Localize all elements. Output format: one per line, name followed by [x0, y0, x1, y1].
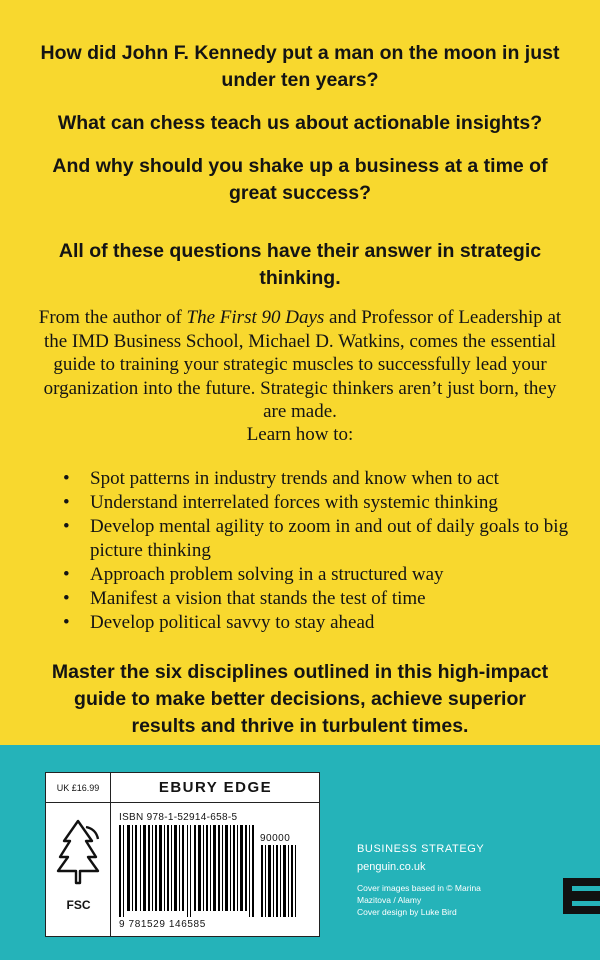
bullet-glyph: •: [63, 564, 70, 585]
question-3: And why should you shake up a business at a time of great success?: [52, 155, 548, 204]
list-item: [60, 491, 580, 515]
barcode-addon-number: 90000: [260, 833, 291, 844]
question-2: What can chess teach us about actionable insights?: [57, 112, 543, 134]
bullet-glyph: •: [63, 612, 70, 633]
bullet-glyph: •: [63, 492, 70, 513]
list-item: [60, 563, 580, 587]
bullet-list: [60, 467, 580, 635]
publisher-e-logo: [563, 878, 600, 914]
list-item: [60, 587, 580, 611]
lead-statement: All of these questions have their answer in strategic thinking.: [58, 240, 542, 289]
cover-credit-line: Cover images based in © Marina: [357, 883, 481, 893]
publisher-imprint: EBURY EDGE: [111, 773, 320, 803]
fsc-tree-icon: [46, 803, 111, 898]
category-label: BUSINESS STRATEGY: [357, 843, 485, 855]
learn-how-to: Learn how to:: [246, 424, 354, 445]
question-1: How did John F. Kennedy put a man on the moon in just under ten years?: [40, 42, 560, 91]
book-title: The First 90 Days: [186, 307, 325, 328]
list-item-text: Approach problem solving in a structured way: [90, 564, 444, 585]
list-item-text: Manifest a vision that stands the test of time: [90, 588, 426, 609]
list-item-text: Understand interrelated forces with systemic thinking: [90, 492, 498, 513]
list-item-text: Develop political savvy to stay ahead: [90, 612, 375, 633]
blurb-paragraph: [30, 306, 570, 424]
blurb-part-2: and Professor of Leadership at the IMD Business School, Michael D. Watkins, comes the essential guide to training your strategic muscles to successfully lead your organization into the future. Strategic thinkers aren’t just born, they are made.: [43, 307, 562, 422]
bullet-glyph: •: [63, 516, 70, 537]
cover-credit-line: Cover design by Luke Bird: [357, 907, 457, 917]
list-item-text: Develop mental agility to zoom in and out of daily goals to big picture thinking: [90, 516, 569, 561]
fsc-label: FSC: [66, 898, 91, 912]
list-item: [60, 515, 580, 563]
list-item-text: Spot patterns in industry trends and know when to act: [90, 468, 499, 489]
list-item: [60, 467, 580, 491]
fsc-logo: [46, 803, 111, 936]
closing-statement: Master the six disciplines outlined in this high-impact guide to make better decisions, achieve superior results and thrive in turbulent times.: [51, 661, 549, 737]
list-item: [60, 611, 580, 635]
barcode-panel: [45, 772, 320, 937]
bullet-glyph: •: [63, 468, 70, 489]
isbn-text: ISBN 978-1-52914-658-5: [119, 812, 238, 823]
price-label: UK £16.99: [46, 773, 111, 803]
bullet-glyph: •: [63, 588, 70, 609]
cover-credit-line: Mazitova / Alamy: [357, 895, 422, 905]
barcode-digits: 9 781529 146585: [119, 919, 206, 930]
blurb-part-1: From the author of: [38, 307, 187, 328]
publisher-url[interactable]: penguin.co.uk: [357, 861, 426, 873]
